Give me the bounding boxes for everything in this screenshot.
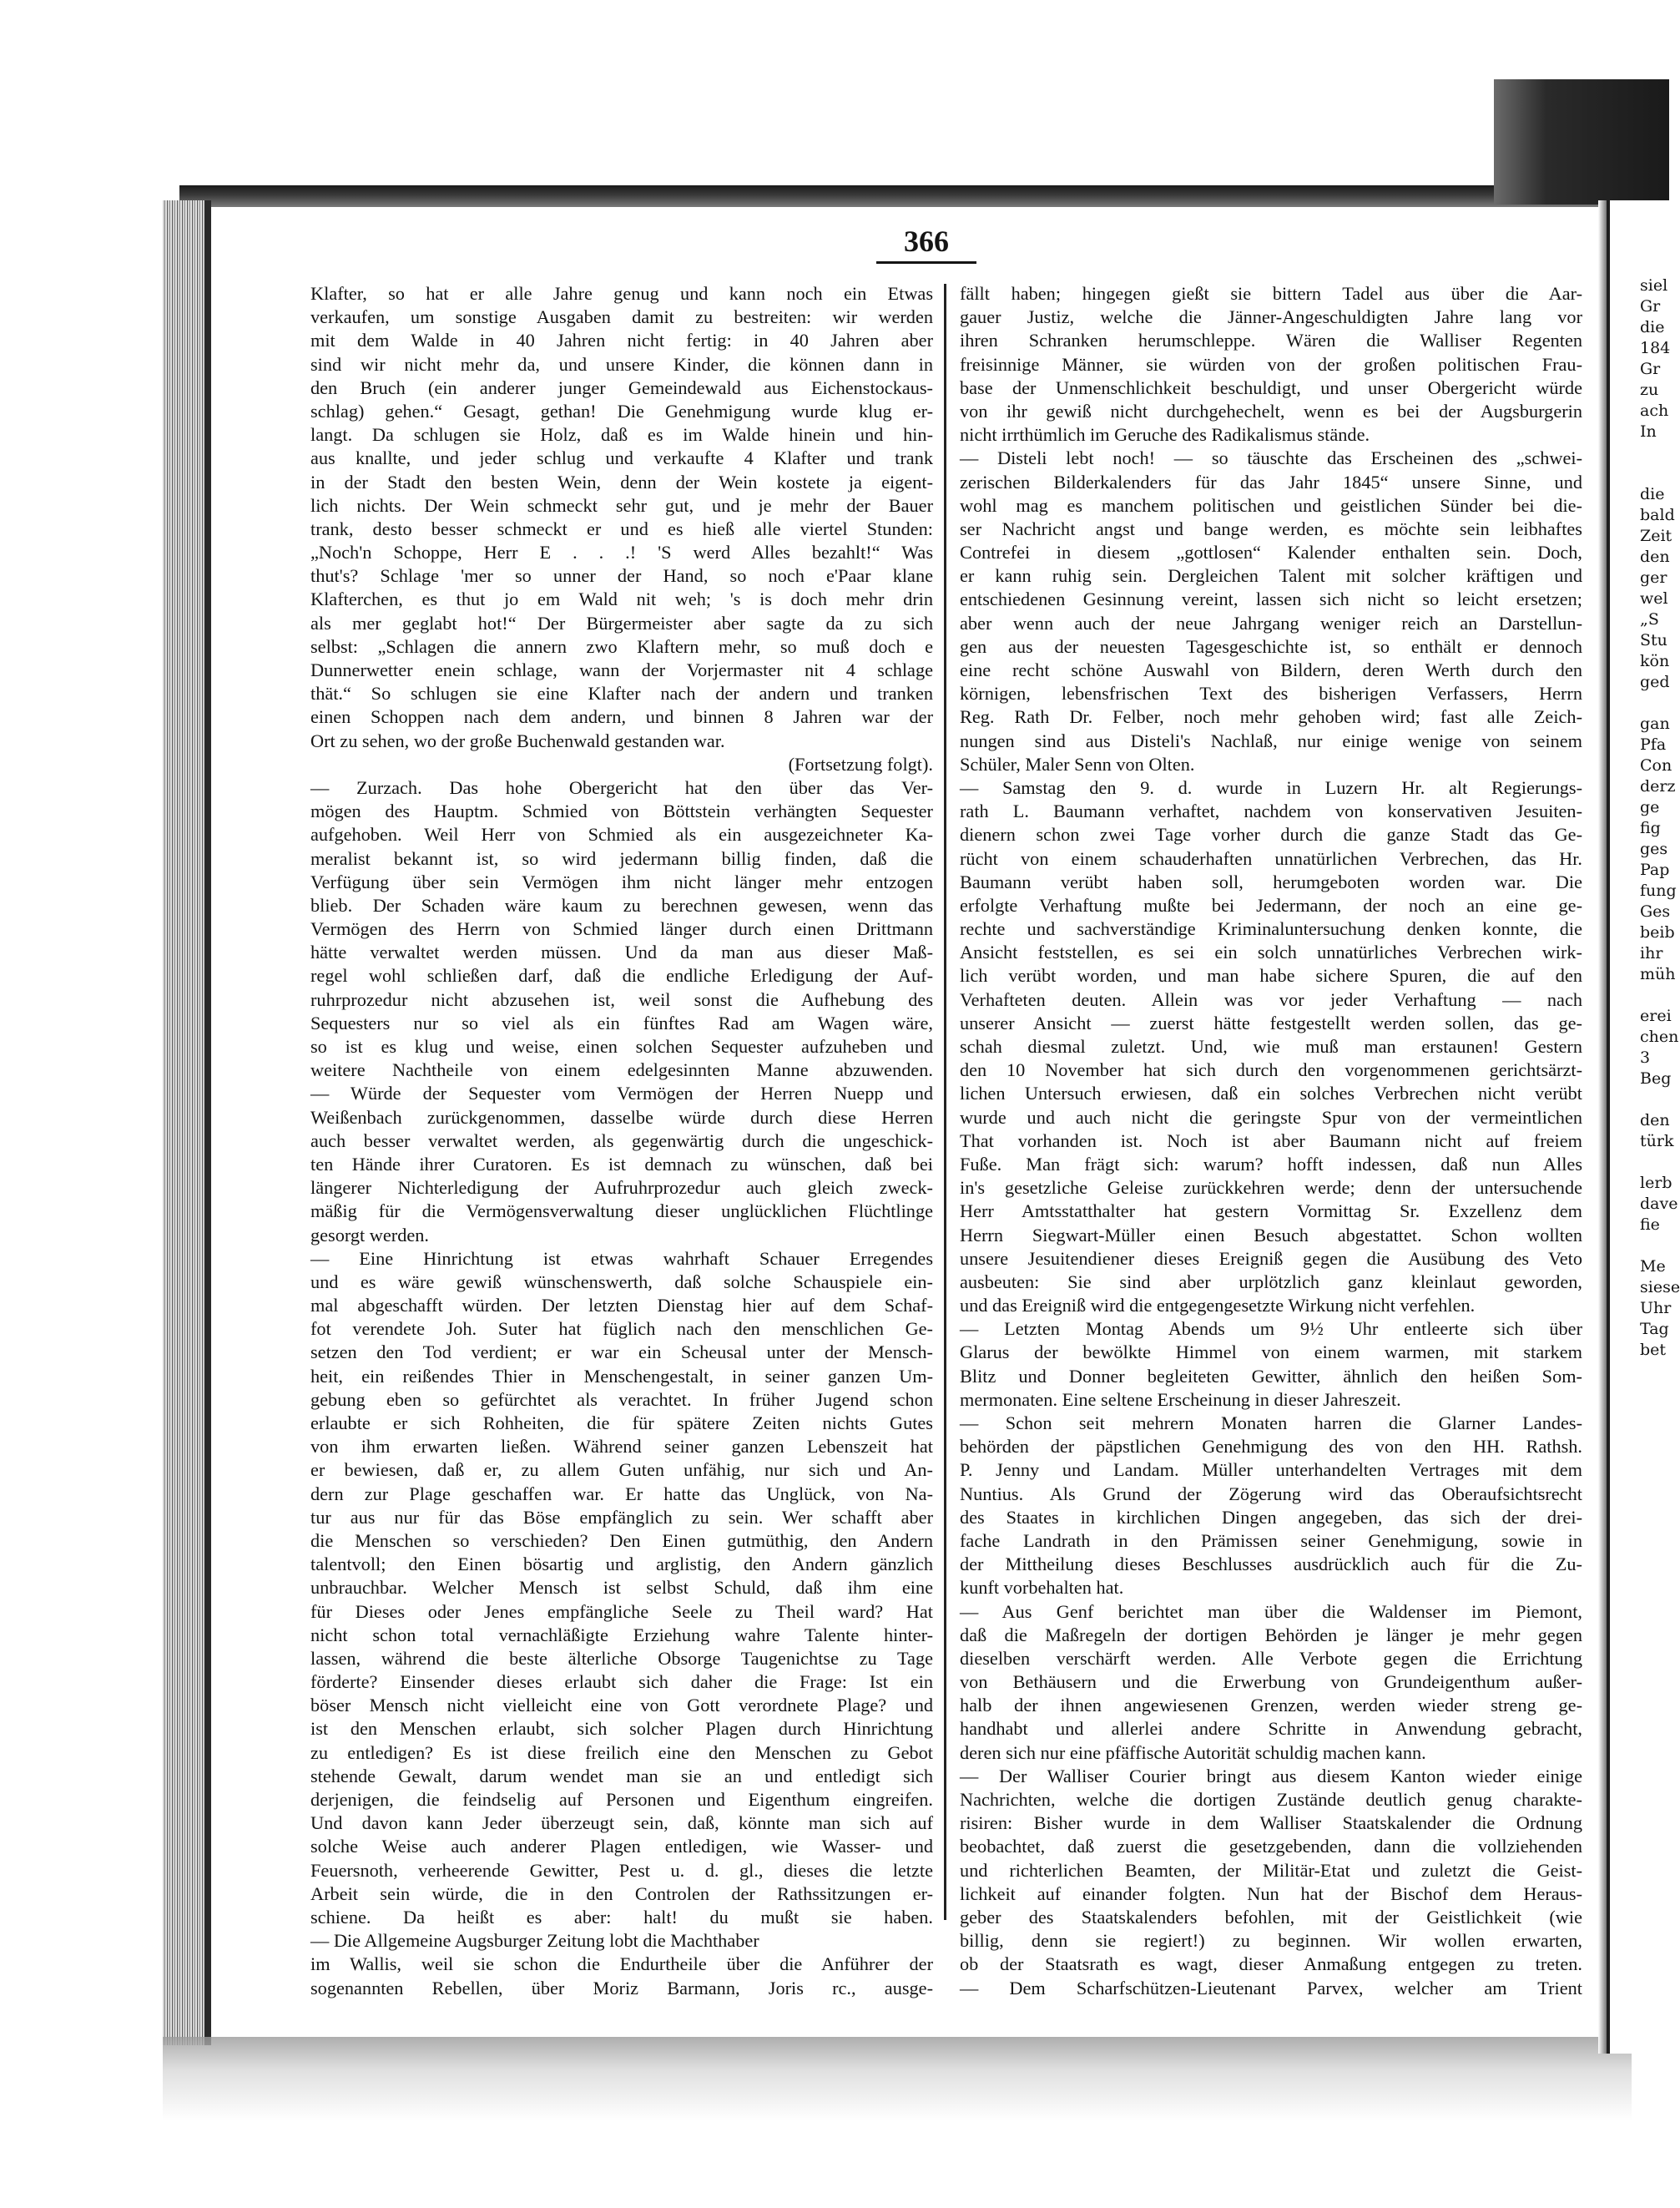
- fragment-text: ge: [1640, 798, 1660, 816]
- fragment-text: [1640, 1235, 1673, 1256]
- fragment-text: wel: [1640, 589, 1668, 608]
- fragment-text: den: [1640, 548, 1670, 566]
- text-line: thut's? Schlage 'mer so unner der Hand, so noch e'Paar klane: [310, 565, 933, 587]
- text-line: dienern schon zwei Tage vorher durch die ganze Stadt das Ge-: [960, 824, 1582, 846]
- text-line: weitere Nachtheile von einem edelgesinnten Manne abzuwenden.: [310, 1059, 933, 1081]
- text-line: wurde und auch nicht die geringste Spur von der vermeintlichen: [960, 1106, 1582, 1128]
- text-line: verkaufen, um sonstige Ausgaben damit zu bestreiten: wir werden: [310, 306, 933, 328]
- text-line: heit, ein reißendes Thier in Menschengestalt, in seiner ganzen Um-: [310, 1365, 933, 1387]
- fragment-text: Tag: [1640, 1320, 1669, 1338]
- fragment-text: lerb: [1640, 1174, 1672, 1192]
- column-divider: [944, 284, 946, 1920]
- text-line: fällt haben; hingegen gießt sie bittern Tadel aus über die Aar-: [960, 283, 1582, 304]
- text-line: Fuße. Man frägt sich: warum? hofft indessen, daß nun Alles: [960, 1153, 1582, 1175]
- text-line: mäßig für die Vermögensverwaltung dieser unglücklichen Flüchtlinge: [310, 1200, 933, 1222]
- text-line: Dunnerwetter enein schlage, wann der Vorjermaster nit 4 schlage: [310, 659, 933, 680]
- text-line: — Die Allgemeine Augsburger Zeitung lobt die Machthaber: [310, 1930, 759, 1952]
- text-line: handhabt und allerlei andere Schritte in Anwendung gebracht,: [960, 1718, 1582, 1740]
- fragment-text: zu: [1640, 381, 1659, 399]
- text-line: als mer geglabt hot!“ Der Bürgermeister aber sagte da zu sich: [310, 612, 933, 634]
- text-line: er kann ruhig sein. Dergleichen Talent mit solcher kräftigen und: [960, 565, 1582, 587]
- text-line: böser Mensch nicht vielleicht eine von Gott verordnete Plage? und: [310, 1695, 933, 1716]
- text-line: billig, denn sie regiert!) zu beginnen. Wir wollen erwarten,: [960, 1930, 1582, 1952]
- fragment-text: bet: [1640, 1341, 1667, 1359]
- text-line: Klafter, so hat er alle Jahre genug und kann noch ein Etwas: [310, 283, 933, 304]
- text-line: — Dem Scharfschützen-Lieutenant Parvex, welcher am Trient: [960, 1977, 1582, 1998]
- text-line: nungen sind aus Disteli's Nachlaß, nur einige wenige von seinem: [960, 730, 1582, 751]
- text-line: — Würde der Sequester vom Vermögen der Herren Nuepp und: [310, 1083, 933, 1104]
- text-line: Glarus der bewölkte Himmel von einem warmen, mit starkem: [960, 1341, 1582, 1363]
- text-line: er bewiesen, daß er, zu allem Guten unfähig, nur sich und An-: [310, 1459, 933, 1481]
- fragment-text: den: [1640, 1111, 1670, 1129]
- fragment-text: müh: [1640, 965, 1676, 983]
- text-line: solche Weise auch anderer Plagen entledigen, wie Wasser- und: [310, 1836, 933, 1857]
- text-line: und das Ereigniß wird die entgegengesetzte Wirkung nicht verfehlen.: [960, 1295, 1476, 1316]
- fragment-text: fie: [1640, 1215, 1660, 1234]
- text-line: tur aus nur für das Böse empfänglich zu sein. Wer schafft aber: [310, 1506, 933, 1528]
- scan-shadow-bottom: [163, 2037, 1632, 2120]
- text-line: mögen des Hauptm. Schmied von Böttstein verhängten Sequester: [310, 801, 933, 822]
- text-line: schiene. Da heißt es aber: halt! du mußt sie haben.: [310, 1906, 933, 1928]
- text-line: ruhrprozedur nicht abzusehen ist, weil sonst die Aufhebung des: [310, 988, 933, 1010]
- text-line: That vorhanden ist. Noch ist aber Baumann nicht auf freiem: [960, 1129, 1582, 1151]
- text-line: „Noch'n Schoppe, Herr E . . .! 'S werd Alles bezahlt!“ Was: [310, 542, 933, 563]
- fragment-text: Me: [1640, 1257, 1666, 1276]
- text-line: lichen Untersuch erwiesen, daß ein solches Verbrechen nicht verübt: [960, 1083, 1582, 1104]
- text-line: dern zur Plage geschaffen war. Er hatte das Unglück, von Na-: [310, 1483, 933, 1504]
- text-line: entschiedenen Gesinnung vereint, lassen sich nicht so leicht ersetzen;: [960, 589, 1582, 610]
- text-line: deren sich nur eine pfäffische Autorität schuldig machen kann.: [960, 1741, 1426, 1763]
- fragment-text: [1640, 1089, 1673, 1110]
- fragment-text: siel: [1640, 276, 1668, 295]
- text-line: unserer Ansicht — zuerst hätte festgestellt werden sollen, das ge-: [960, 1012, 1582, 1033]
- fragment-text: [1640, 693, 1673, 714]
- text-line: beobachtet, daß zuerst die gesetzgebenden, dann die vollziehenden: [960, 1836, 1582, 1857]
- text-line: behörden der päpstlichen Genehmigung des von den HH. Rathsh.: [960, 1436, 1582, 1458]
- text-line: rath L. Baumann verhaftet, nachdem von konservativen Jesuiten-: [960, 801, 1582, 822]
- text-line: P. Jenny und Landam. Müller unterhandelten Vertrages mit dem: [960, 1459, 1582, 1481]
- fragment-text: [1640, 442, 1673, 463]
- text-line: schlag) gehen.“ Gesagt, gethan! Die Genehmigung wurde klug er-: [310, 400, 933, 422]
- fragment-text: ach: [1640, 402, 1669, 420]
- fragment-text: dave: [1640, 1195, 1678, 1213]
- text-line: ist den Menschen erlaubt, sich solcher Plagen durch Hinrichtung: [310, 1718, 933, 1740]
- text-line: erlaubte er sich Rohheiten, die für spätere Zeiten nichts Gutes: [310, 1412, 933, 1433]
- text-line: Verfügung über sein Vermögen ihm nicht länger mehr entzogen: [310, 871, 933, 892]
- text-line: aufgehoben. Weil Herr von Schmied als ein ausgezeichneter Ka-: [310, 824, 933, 846]
- text-line: — Samstag den 9. d. wurde in Luzern Hr. alt Regierungs-: [960, 776, 1582, 798]
- text-line: zerischen Bilderkalenders für das Jahr 1845“ unsere Sinne, und: [960, 471, 1582, 493]
- fragment-text: Pap: [1640, 861, 1670, 879]
- spine-edge: [204, 200, 211, 2045]
- fragment-text: Gr: [1640, 360, 1661, 378]
- text-line: kunft vorbehalten hat.: [960, 1577, 1124, 1599]
- fragment-text: [1640, 463, 1673, 484]
- adjacent-page-fragments: [1640, 275, 1680, 1361]
- text-line: den Bruch (ein anderer junger Gemeindewald aus Eichenstockaus-: [310, 376, 933, 398]
- text-line: gen aus der neuesten Tagesgeschichte ist, so enthält er dennoch: [960, 635, 1582, 657]
- text-line: auch besser verwaltet werden, als gegenwärtig durch die ungeschick-: [310, 1129, 933, 1151]
- fragment-text: siese: [1640, 1278, 1680, 1296]
- text-line: Nuntius. Als Grund der Zögerung wird das Oberaufsichtsrecht: [960, 1483, 1582, 1504]
- text-line: die Menschen so verschieden? Den Einen gutmüthig, den Andern: [310, 1529, 933, 1551]
- text-line: meralist bekannt ist, so wird jedermann billig finden, daß die: [310, 847, 933, 869]
- text-line: geber des Staatskalenders befohlen, mit der Geistlichkeit (wie: [960, 1906, 1582, 1928]
- text-line: ten Hände ihrer Curatoren. Es ist demnach zu wünschen, daß bei: [310, 1153, 933, 1175]
- text-line: nicht irrthümlich im Geruche des Radikalismus stände.: [960, 424, 1370, 446]
- text-line: in der Stadt den besten Wein, denn der Wein kostete ja eigent-: [310, 471, 933, 493]
- text-line: Contrefei in diesem „gottlosen“ Kalender enthalten sein. Doch,: [960, 542, 1582, 563]
- fragment-text: „S: [1640, 610, 1659, 629]
- page-number: 366: [904, 225, 949, 258]
- fragment-text: gan: [1640, 715, 1670, 733]
- fragment-text: ged: [1640, 673, 1670, 691]
- fragment-text: 3: [1640, 1048, 1651, 1067]
- text-line: Klafterchen, es thut jo em Wald nit weh; 's is doch mehr drin: [310, 589, 933, 610]
- text-line: mermonaten. Eine seltene Erscheinung in dieser Jahreszeit.: [960, 1388, 1401, 1410]
- text-line: so ist es klug und weise, einen solchen Sequester aufzuheben und: [310, 1036, 933, 1057]
- fragment-text: Beg: [1640, 1069, 1672, 1088]
- text-line: — Zurzach. Das hohe Obergericht hat den über das Ver-: [310, 776, 933, 798]
- text-line: im Wallis, weil sie schon die Endurtheile über die Anführer der: [310, 1953, 933, 1975]
- text-line: einen Schoppen nach dem andern, und binnen 8 Jahren war der: [310, 706, 933, 728]
- fragment-text: kön: [1640, 652, 1670, 670]
- text-line: freisinnige Männer, sie würden von der großen politischen Frau-: [960, 353, 1582, 375]
- text-line: rechte und sachverständige Kriminaluntersuchung denken konnte, die: [960, 918, 1582, 940]
- text-line: base der Unmenschlichkeit beschuldigt, und unser Obergericht würde: [960, 376, 1582, 398]
- left-column: [310, 282, 933, 2000]
- text-line: Reg. Rath Dr. Felber, noch mehr gehoben wird; fast alle Zeich-: [960, 706, 1582, 728]
- text-line: Herr Amtsstatthalter hat gestern Vormittag Sr. Exzellenz dem: [960, 1200, 1582, 1222]
- fragment-text: ges: [1640, 840, 1668, 858]
- fragment-text: 184: [1640, 339, 1671, 357]
- text-line: Feuersnoth, verheerende Gewitter, Pest u. d. gl., dieses die letzte: [310, 1859, 933, 1881]
- fragment-text: erei: [1640, 1007, 1672, 1025]
- text-line: setzen den Tod verdient; er war ein Scheusal unter der Mensch-: [310, 1341, 933, 1363]
- fragment-text: ihr: [1640, 944, 1663, 963]
- text-line: Ansicht feststellen, es sei ein solch unnatürliches Verbrechen wirk-: [960, 942, 1582, 963]
- text-line: Herrn Siegwart-Müller einen Besuch abgestattet. Schon wollten: [960, 1224, 1582, 1245]
- fragment-text: Uhr: [1640, 1299, 1672, 1317]
- text-line: talentvoll; den Einen bösartig und arglistig, den Andern gänzlich: [310, 1554, 933, 1575]
- text-line: erfolgte Verhaftung mußte bei Jedermann, der noch an eine ge-: [960, 894, 1582, 916]
- text-line: trank, desto besser schmeckt er und es hieß alle viertel Stunden:: [310, 518, 933, 539]
- fragment-text: [1640, 1152, 1673, 1173]
- text-line: Vermögen des Herrn von Schmied länger durch einen Drittmann: [310, 918, 933, 940]
- text-line: Ort zu sehen, wo der große Buchenwald gestanden war.: [310, 730, 725, 751]
- text-line: Blitz und Donner begleiteten Gewitter, ähnlich den heißen Som-: [960, 1365, 1582, 1387]
- text-line: von ihr gewiß nicht durchgehechelt, wenn es bei der Augsburgerin: [960, 400, 1582, 422]
- text-line: Baumann verübt haben soll, herumgeboten worden war. Die: [960, 871, 1582, 892]
- scan-margin-top: [0, 0, 1669, 192]
- fragment-text: fung: [1640, 882, 1677, 900]
- fragment-text: Zeit: [1640, 527, 1672, 545]
- text-line: Verhafteten deuten. Allein was vor jeder Verhaftung — nach: [960, 988, 1582, 1010]
- fragment-text: Gr: [1640, 297, 1661, 316]
- text-line: aus knallte, und jeder schlug und verkaufte 4 Klafter und trank: [310, 447, 933, 469]
- text-line: schah diesmal zuletzt. Und, wie muß man erstaunen! Gestern: [960, 1036, 1582, 1057]
- text-line: — Disteli lebt noch! — so täuschte das Erscheinen des „schwei-: [960, 447, 1582, 469]
- text-line: von ihm erwarten ließen. Während seiner ganzen Lebenszeit hat: [310, 1436, 933, 1458]
- fragment-text: Pfa: [1640, 735, 1667, 754]
- text-line: selbst: „Schlagen die annern zwo Klaftern mehr, so muß doch e: [310, 635, 933, 657]
- text-line: stehende Gewalt, darum wendet man sie an und entledigt sich: [310, 1765, 933, 1786]
- text-line: Schüler, Maler Senn von Olten.: [960, 753, 1195, 775]
- text-line: Weißenbach zurückgenommen, dasselbe würde durch diese Herren: [310, 1106, 933, 1128]
- fragment-text: Ges: [1640, 902, 1671, 921]
- text-line: lassen, während die beste älterliche Obsorge Taugenichtse zu Tage: [310, 1647, 933, 1669]
- text-line: Und davon kann Jeder überzeugt sein, daß, könnte man sich auf: [310, 1812, 933, 1834]
- text-line: für Dieses oder Jenes empfängliche Seele zu Theil ward? Hat: [310, 1600, 933, 1622]
- text-line: risiren: Bisher wurde in dem Walliser Staatskalender die Ordnung: [960, 1812, 1582, 1834]
- text-line: daß die Maßregeln der dortigen Behörden je länger je mehr gegen: [960, 1624, 1582, 1645]
- text-line: den 10 November hat sich durch den vorgenommenen gerichtsärzt-: [960, 1059, 1582, 1081]
- text-line: körnigen, lebensfrischen Text des bisherigen Verfassers, Herrn: [960, 683, 1582, 705]
- text-line: rücht von einem schauderhaften unnatürlichen Verbrechen, das Hr.: [960, 847, 1582, 869]
- fragment-text: In: [1640, 422, 1657, 441]
- text-line: der Mittheilung dieses Beschlusses ausdrücklich auch für die Zu-: [960, 1554, 1582, 1575]
- text-line: Sequesters nur so viel als ein fünftes Rad am Wagen wäre,: [310, 1012, 933, 1033]
- text-line: ser Nachricht angst und bange werden, es möchte sein leibhaftes: [960, 518, 1582, 539]
- text-line: und es wäre gewiß wünschenswerth, daß solche Schauspiele ein-: [310, 1271, 933, 1292]
- text-line: fot verendete Joh. Suter hat füglich nach den menschlichen Ge-: [310, 1318, 933, 1340]
- text-line: thät.“ So schlugen sie eine Klafter nach der andern und tranken: [310, 683, 933, 705]
- text-line: — Eine Hinrichtung ist etwas wahrhaft Schauer Erregendes: [310, 1247, 933, 1269]
- text-line: ihren Schranken herumschleppe. Wären die Walliser Regenten: [960, 330, 1582, 351]
- text-line: gauer Justiz, welche die Jänner-Angeschuldigten Jahre lang vor: [960, 306, 1582, 328]
- fragment-text: chen: [1640, 1028, 1679, 1046]
- text-line: unsere Jesuitendiener dieses Ereigniß gegen die Ausübung des Veto: [960, 1247, 1582, 1269]
- right-column: [960, 282, 1582, 2000]
- text-line: — Schon seit mehrern Monaten harren die Glarner Landes-: [960, 1412, 1582, 1433]
- text-line: unbrauchbar. Welcher Mensch ist selbst Schuld, daß ihm eine: [310, 1577, 933, 1599]
- scan-shadow-corner: [1494, 79, 1669, 205]
- fragment-text: [1640, 985, 1673, 1006]
- text-line: halb der ihnen angewiesenen Grenzen, werden wieder streng ge-: [960, 1695, 1582, 1716]
- fragment-text: die: [1640, 318, 1665, 336]
- fragment-text: fig: [1640, 819, 1661, 837]
- text-line: aber wenn auch der neue Jahrgang weniger reich an Darstellun-: [960, 612, 1582, 634]
- text-line: dieselben verschärft werden. Alle Verbote gegen die Errichtung: [960, 1647, 1582, 1669]
- text-line: lich nichts. Der Wein schmeckt sehr gut, und je mehr der Bauer: [310, 494, 933, 516]
- text-line: nicht schon total vernachläßigte Erziehung wahre Talente hinter-: [310, 1624, 933, 1645]
- text-line: in's gesetzliche Geleise zurückkehren werde; denn der untersuchende: [960, 1177, 1582, 1199]
- fragment-text: ger: [1640, 568, 1667, 587]
- text-line: sind wir nicht mehr da, und unsere Kinder, die können dann in: [310, 353, 933, 375]
- fragment-text: beib: [1640, 923, 1675, 942]
- text-line: lich verübt worden, und man habe sichere Spuren, die auf den: [960, 965, 1582, 987]
- text-line: von Bethäusern und die Erwerbung von Grundeigenthum außer-: [960, 1671, 1582, 1693]
- text-line: regel wohl schließen darf, daß die endliche Erledigung der Auf-: [310, 965, 933, 987]
- fragment-text: Stu: [1640, 631, 1667, 649]
- book-spine: [163, 200, 209, 2045]
- text-line: Arbeit sein würde, die in den Controlen der Rathssitzungen er-: [310, 1882, 933, 1904]
- text-line: fache Landrath in den Prämissen seiner Genehmigung, sowie in: [960, 1529, 1582, 1551]
- header-rule: [876, 261, 976, 264]
- text-line: hätte verwaltet werden müssen. Und da man aus dieser Maß-: [310, 942, 933, 963]
- text-line: — Aus Genf berichtet man über die Waldenser im Piemont,: [960, 1600, 1582, 1622]
- text-line: förderte? Einsender dieses erlaubt sich daher die Frage: Ist ein: [310, 1671, 933, 1693]
- text-line: zu entledigen? Es ist diese freilich eine den Menschen zu Gebot: [310, 1741, 933, 1763]
- text-line: — Letzten Montag Abends um 9½ Uhr entleerte sich über: [960, 1318, 1582, 1340]
- text-line: (Fortsetzung folgt).: [788, 753, 933, 775]
- scan-border-top: [179, 185, 1669, 207]
- fragment-text: die: [1640, 485, 1665, 503]
- text-line: längerer Nichterledigung der Aufruhrprozedur auch gleich zweck-: [310, 1177, 933, 1199]
- text-line: — Der Walliser Courier bringt aus diesem Kanton wieder einige: [960, 1765, 1582, 1786]
- text-line: gebung eben so gefürchtet als verachtet. In früher Jugend schon: [310, 1388, 933, 1410]
- text-line: wohl mag es manchem politischen und geistlichen Sünder bei die-: [960, 494, 1582, 516]
- fragment-text: derz: [1640, 777, 1676, 796]
- text-line: derjenigen, die feindselig auf Personen und Eigenthum eingreifen.: [310, 1789, 933, 1810]
- text-line: Nachrichten, welche die dortigen Zustände deutlich genug charakte-: [960, 1789, 1582, 1810]
- text-line: langt. Da schlugen sie Holz, daß es im Walde hinein und hin-: [310, 424, 933, 446]
- text-line: mit dem Walde in 40 Jahren nicht fertig: in 40 Jahren aber: [310, 330, 933, 351]
- text-line: gesorgt werden.: [310, 1224, 430, 1245]
- text-line: ob der Staatsrath es wagt, dieser Anmaßung entgegen zu treten.: [960, 1953, 1582, 1975]
- text-line: und richterlichen Beamten, der Militär-Etat und zuletzt die Geist-: [960, 1859, 1582, 1881]
- fragment-text: Con: [1640, 756, 1672, 775]
- text-line: sogenannten Rebellen, über Moriz Barmann, Joris rc., ausge-: [310, 1977, 933, 1998]
- text-line: blieb. Der Schaden wäre kaum zu berechnen gewesen, wenn das: [310, 894, 933, 916]
- fragment-text: türk: [1640, 1132, 1674, 1150]
- text-line: des Staates in kirchlichen Dingen angegeben, das sich der drei-: [960, 1506, 1582, 1528]
- text-line: mal abgeschafft würden. Der letzten Dienstag hier auf dem Schaf-: [310, 1295, 933, 1316]
- text-line: lichkeit auf einander folgten. Nun hat der Bischof dem Heraus-: [960, 1882, 1582, 1904]
- text-line: eine recht schöne Auswahl von Bildern, deren Werth durch den: [960, 659, 1582, 680]
- text-line: ausbeuten: Sie sind aber urplötzlich ganz kleinlaut geworden,: [960, 1271, 1582, 1292]
- fragment-text: bald: [1640, 506, 1675, 524]
- gutter-shadow: [1598, 200, 1607, 2054]
